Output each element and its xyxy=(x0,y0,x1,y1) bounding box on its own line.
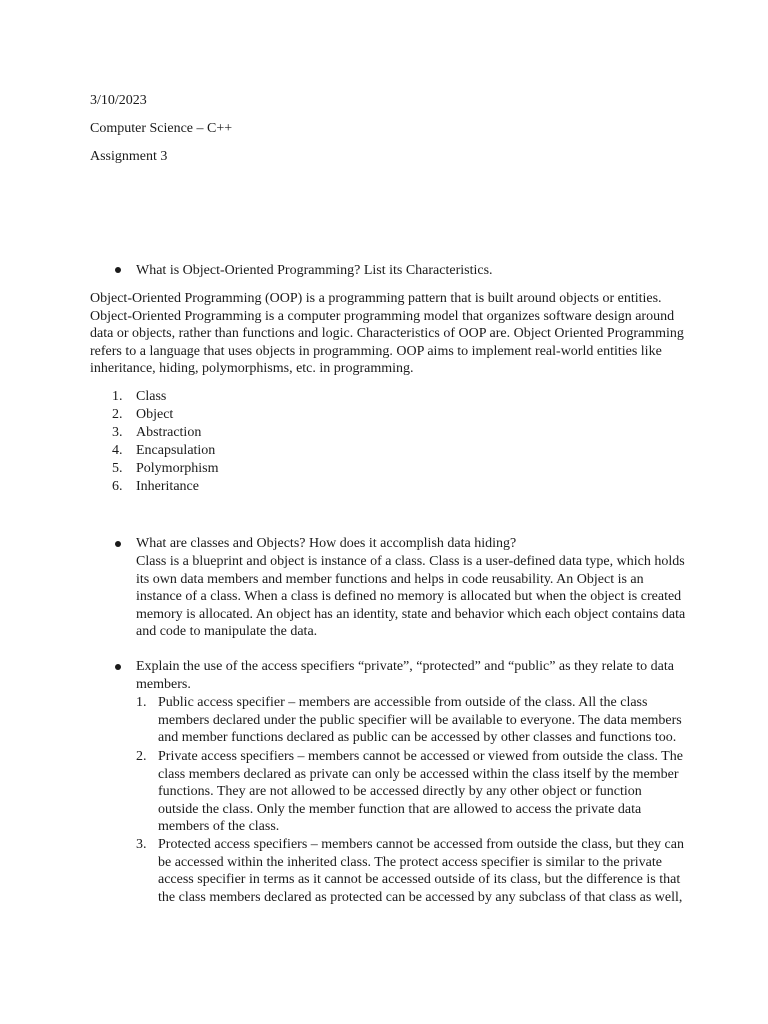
answer-2-line: and code to manipulate the data. xyxy=(136,624,318,640)
list-item: 4. Encapsulation xyxy=(112,443,216,458)
course-title: Computer Science – C++ xyxy=(90,121,233,136)
question-2: What are classes and Objects? How does it accomplish data hiding? xyxy=(136,536,517,551)
bullet-icon xyxy=(115,664,121,670)
answer-2-line: instance of a class. When a class is defined no memory is allocated but when the object is created xyxy=(136,589,682,605)
question-3 xyxy=(136,658,696,693)
access-item-line: members declared under the public specifier will be available to everyone. The data members xyxy=(158,712,682,728)
list-item: 2. Object xyxy=(112,407,174,422)
access-item-line: access specifier in terms as it cannot be accessed outside of its class, but the difference is that xyxy=(158,872,681,888)
access-item-line: members of the class. xyxy=(158,819,280,835)
answer-1-line: Object-Oriented Programming is a computer programming model that organizes software design around xyxy=(90,308,675,324)
list-item: 1. Class xyxy=(112,389,167,404)
access-item-protected xyxy=(158,836,698,906)
answer-2-line: memory is allocated. An object has an identity, state and behavior which each object contains data xyxy=(136,606,686,622)
question-1: What is Object-Oriented Programming? List its Characteristics. xyxy=(136,263,493,278)
bullet-icon xyxy=(115,541,121,547)
list-item: 5. Polymorphism xyxy=(112,461,219,476)
answer-1-line: inheritance, hiding, polymorphisms, etc. in programming. xyxy=(90,361,414,377)
access-item-line: class members declared as private can only be accessed within the class itself by the member xyxy=(158,766,679,782)
assignment-title: Assignment 3 xyxy=(90,149,168,164)
access-item-line: the class members declared as protected can be accessed by any subclass of that class as well, xyxy=(158,889,683,905)
answer-1 xyxy=(90,290,690,378)
access-item-line: outside the class. Only the member function that are allowed to access the private data xyxy=(158,801,642,817)
access-item-number: 3. xyxy=(136,837,147,852)
answer-2 xyxy=(136,553,696,641)
access-item-line: and member functions declared as public can be accessed by other classes and functions too. xyxy=(158,730,677,746)
question-3-line: Explain the use of the access specifiers “private”, “protected” and “public” as they relate to data xyxy=(136,659,674,674)
access-item-line: Public access specifier – members are accessible from outside of the class. All the class xyxy=(158,695,648,710)
access-item-line: Private access specifiers – members cannot be accessed or viewed from outside the class. The xyxy=(158,749,683,764)
access-item-line: functions. They are not allowed to be accessed directly by any other object or function xyxy=(158,784,642,800)
answer-1-line: data or objects, rather than functions and logic. Characteristics of OOP are. Object Oriented Programming xyxy=(90,326,684,342)
access-item-public xyxy=(158,694,698,747)
date: 3/10/2023 xyxy=(90,93,147,108)
answer-2-line: Class is a blueprint and object is instance of a class. Class is a user-defined data type, which holds xyxy=(136,554,685,569)
access-item-line: be accessed within the inherited class. The protect access specifier is similar to the private xyxy=(158,854,662,870)
access-item-private xyxy=(158,748,698,836)
question-3-line: members. xyxy=(136,676,191,692)
list-item: 6. Inheritance xyxy=(112,479,199,494)
access-item-number: 2. xyxy=(136,749,147,764)
answer-2-line: its own data members and member functions and helps in code reusability. An Object is an xyxy=(136,571,644,587)
answer-1-line: Object-Oriented Programming (OOP) is a programming pattern that is built around objects or entities. xyxy=(90,291,662,306)
oop-characteristics-list xyxy=(112,388,412,496)
access-item-line: Protected access specifiers – members cannot be accessed from outside the class, but they can xyxy=(158,837,684,852)
access-item-number: 1. xyxy=(136,695,147,710)
bullet-icon xyxy=(115,267,121,273)
answer-1-line: refers to a language that uses objects in programming. OOP aims to implement real-world entities like xyxy=(90,343,662,359)
list-item: 3. Abstraction xyxy=(112,425,202,440)
